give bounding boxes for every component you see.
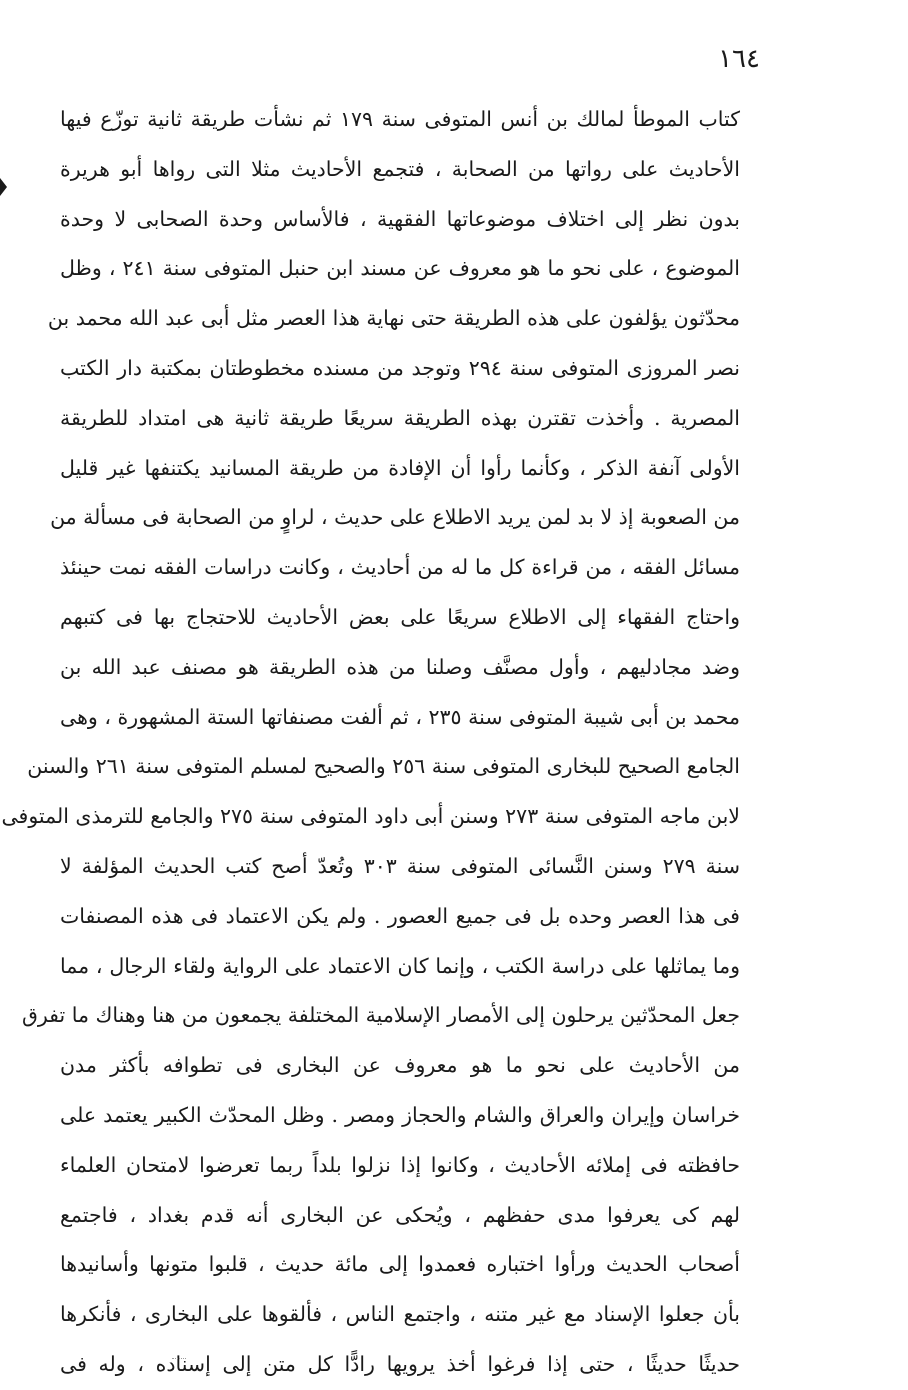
text-line: بدون نظر إلى اختلاف موضوعاتها الفقهية ، فالأساس وحدة الصحابى لا وحدة xyxy=(60,206,740,231)
text-line: من الأحاديث على نحو ما هو معروف عن البخارى فى تطوافه بأكثر مدن xyxy=(60,1053,740,1078)
text-line: فى هذا العصر وحده بل فى جميع العصور . ولم يكن الاعتماد فى هذه المصنفات xyxy=(60,903,740,928)
text-line: حافظته فى إملائه الأحاديث ، وكانوا إذا نزلوا بلداً ربما تعرضوا لامتحان العلماء xyxy=(60,1152,740,1177)
text-line: من الصعوبة إذ لا بد لمن يريد الاطلاع على حديث ، لراوٍ من الصحابة فى مسألة من xyxy=(50,505,740,530)
text-line: كتاب الموطأ لمالك بن أنس المتوفى سنة ١٧٩ ثم نشأت طريقة ثانية توزّع فيها xyxy=(60,107,740,131)
margin-arrow-mark xyxy=(0,178,7,196)
text-line: بأن جعلوا الإسناد مع غير متنه ، واجتمع الناس ، فألقوها على البخارى ، فأنكرها xyxy=(60,1302,740,1327)
text-line: لابن ماجه المتوفى سنة ٢٧٣ وسنن أبى داود المتوفى سنة ٢٧٥ والجامع للترمذى المتوفى xyxy=(1,804,740,829)
text-line: خراسان وإيران والعراق والشام والحجاز ومصر . وظل المحدّث الكبير يعتمد على xyxy=(60,1102,740,1127)
scan-artifact xyxy=(172,1358,186,1363)
text-line: وما يماثلها على دراسة الكتب ، وإنما كان الاعتماد على الرواية ولقاء الرجال ، مما xyxy=(60,953,740,978)
text-line: الأحاديث على رواتها من الصحابة ، فتجمع الأحاديث مثلا التى رواها أبو هريرة xyxy=(60,156,740,181)
text-line: الموضوع ، على نحو ما هو معروف عن مسند ابن حنبل المتوفى سنة ٢٤١ ، وظل xyxy=(60,256,741,281)
text-line: واحتاج الفقهاء إلى الاطلاع سريعًا على بعض الأحاديث للاحتجاج بها فى كتبهم xyxy=(60,604,740,629)
text-line: حديثًا حديثًا ، حتى إذا فرغوا أخذ يرويها رادًّا كل متن إلى إسناده ، وله فى xyxy=(60,1351,740,1376)
text-line: أصحاب الحديث ورأوا اختباره فعمدوا إلى مائة حديث ، قلبوا متونها وأسانيدها xyxy=(60,1252,740,1277)
text-line: مسائل الفقه ، من قراءة كل ما له من أحاديث ، وكانت دراسات الفقه نمت حينئذ xyxy=(60,555,740,580)
text-line: لهم كى يعرفوا مدى حفظهم ، ويُحكى عن البخارى أنه قدم بغداد ، فاجتمع xyxy=(60,1202,740,1227)
text-line: جعل المحدّثين يرحلون إلى الأمصار الإسلامية المختلفة يجمعون من هنا وهناك ما تفرق xyxy=(21,1003,740,1028)
text-line: الأولى آنفة الذكر ، وكأنما رأوا أن الإفادة من طريقة المسانيد يكتنفها غير قليل xyxy=(60,455,740,480)
body-text xyxy=(1,95,741,1390)
page-number: ١٦٤ xyxy=(718,44,760,74)
text-line: نصر المروزى المتوفى سنة ٢٩٤ وتوجد من مسنده مخطوطتان بمكتبة دار الكتب xyxy=(60,355,740,380)
text-line: محمد بن أبى شيبة المتوفى سنة ٢٣٥ ، ثم ألفت مصنفاتها الستة المشهورة ، وهى xyxy=(60,704,740,729)
text-line: سنة ٢٧٩ وسنن النَّسائى المتوفى سنة ٣٠٣ وتُعدّ أصح كتب الحديث المؤلفة لا xyxy=(60,853,740,878)
text-line: المصرية . وأخذت تقترن بهذه الطريقة سريعًا طريقة ثانية هى امتداد للطريقة xyxy=(60,405,740,430)
text-line: وضد مجادليهم ، وأول مصنَّف وصلنا من هذه الطريقة هو مصنف عبد الله بن xyxy=(60,654,740,679)
text-line: الجامع الصحيح للبخارى المتوفى سنة ٢٥٦ والصحيح لمسلم المتوفى سنة ٢٦١ والسنن xyxy=(27,754,740,779)
text-line: محدّثون يؤلفون على هذه الطريقة حتى نهاية هذا العصر مثل أبى عبد الله محمد بن xyxy=(47,306,740,331)
